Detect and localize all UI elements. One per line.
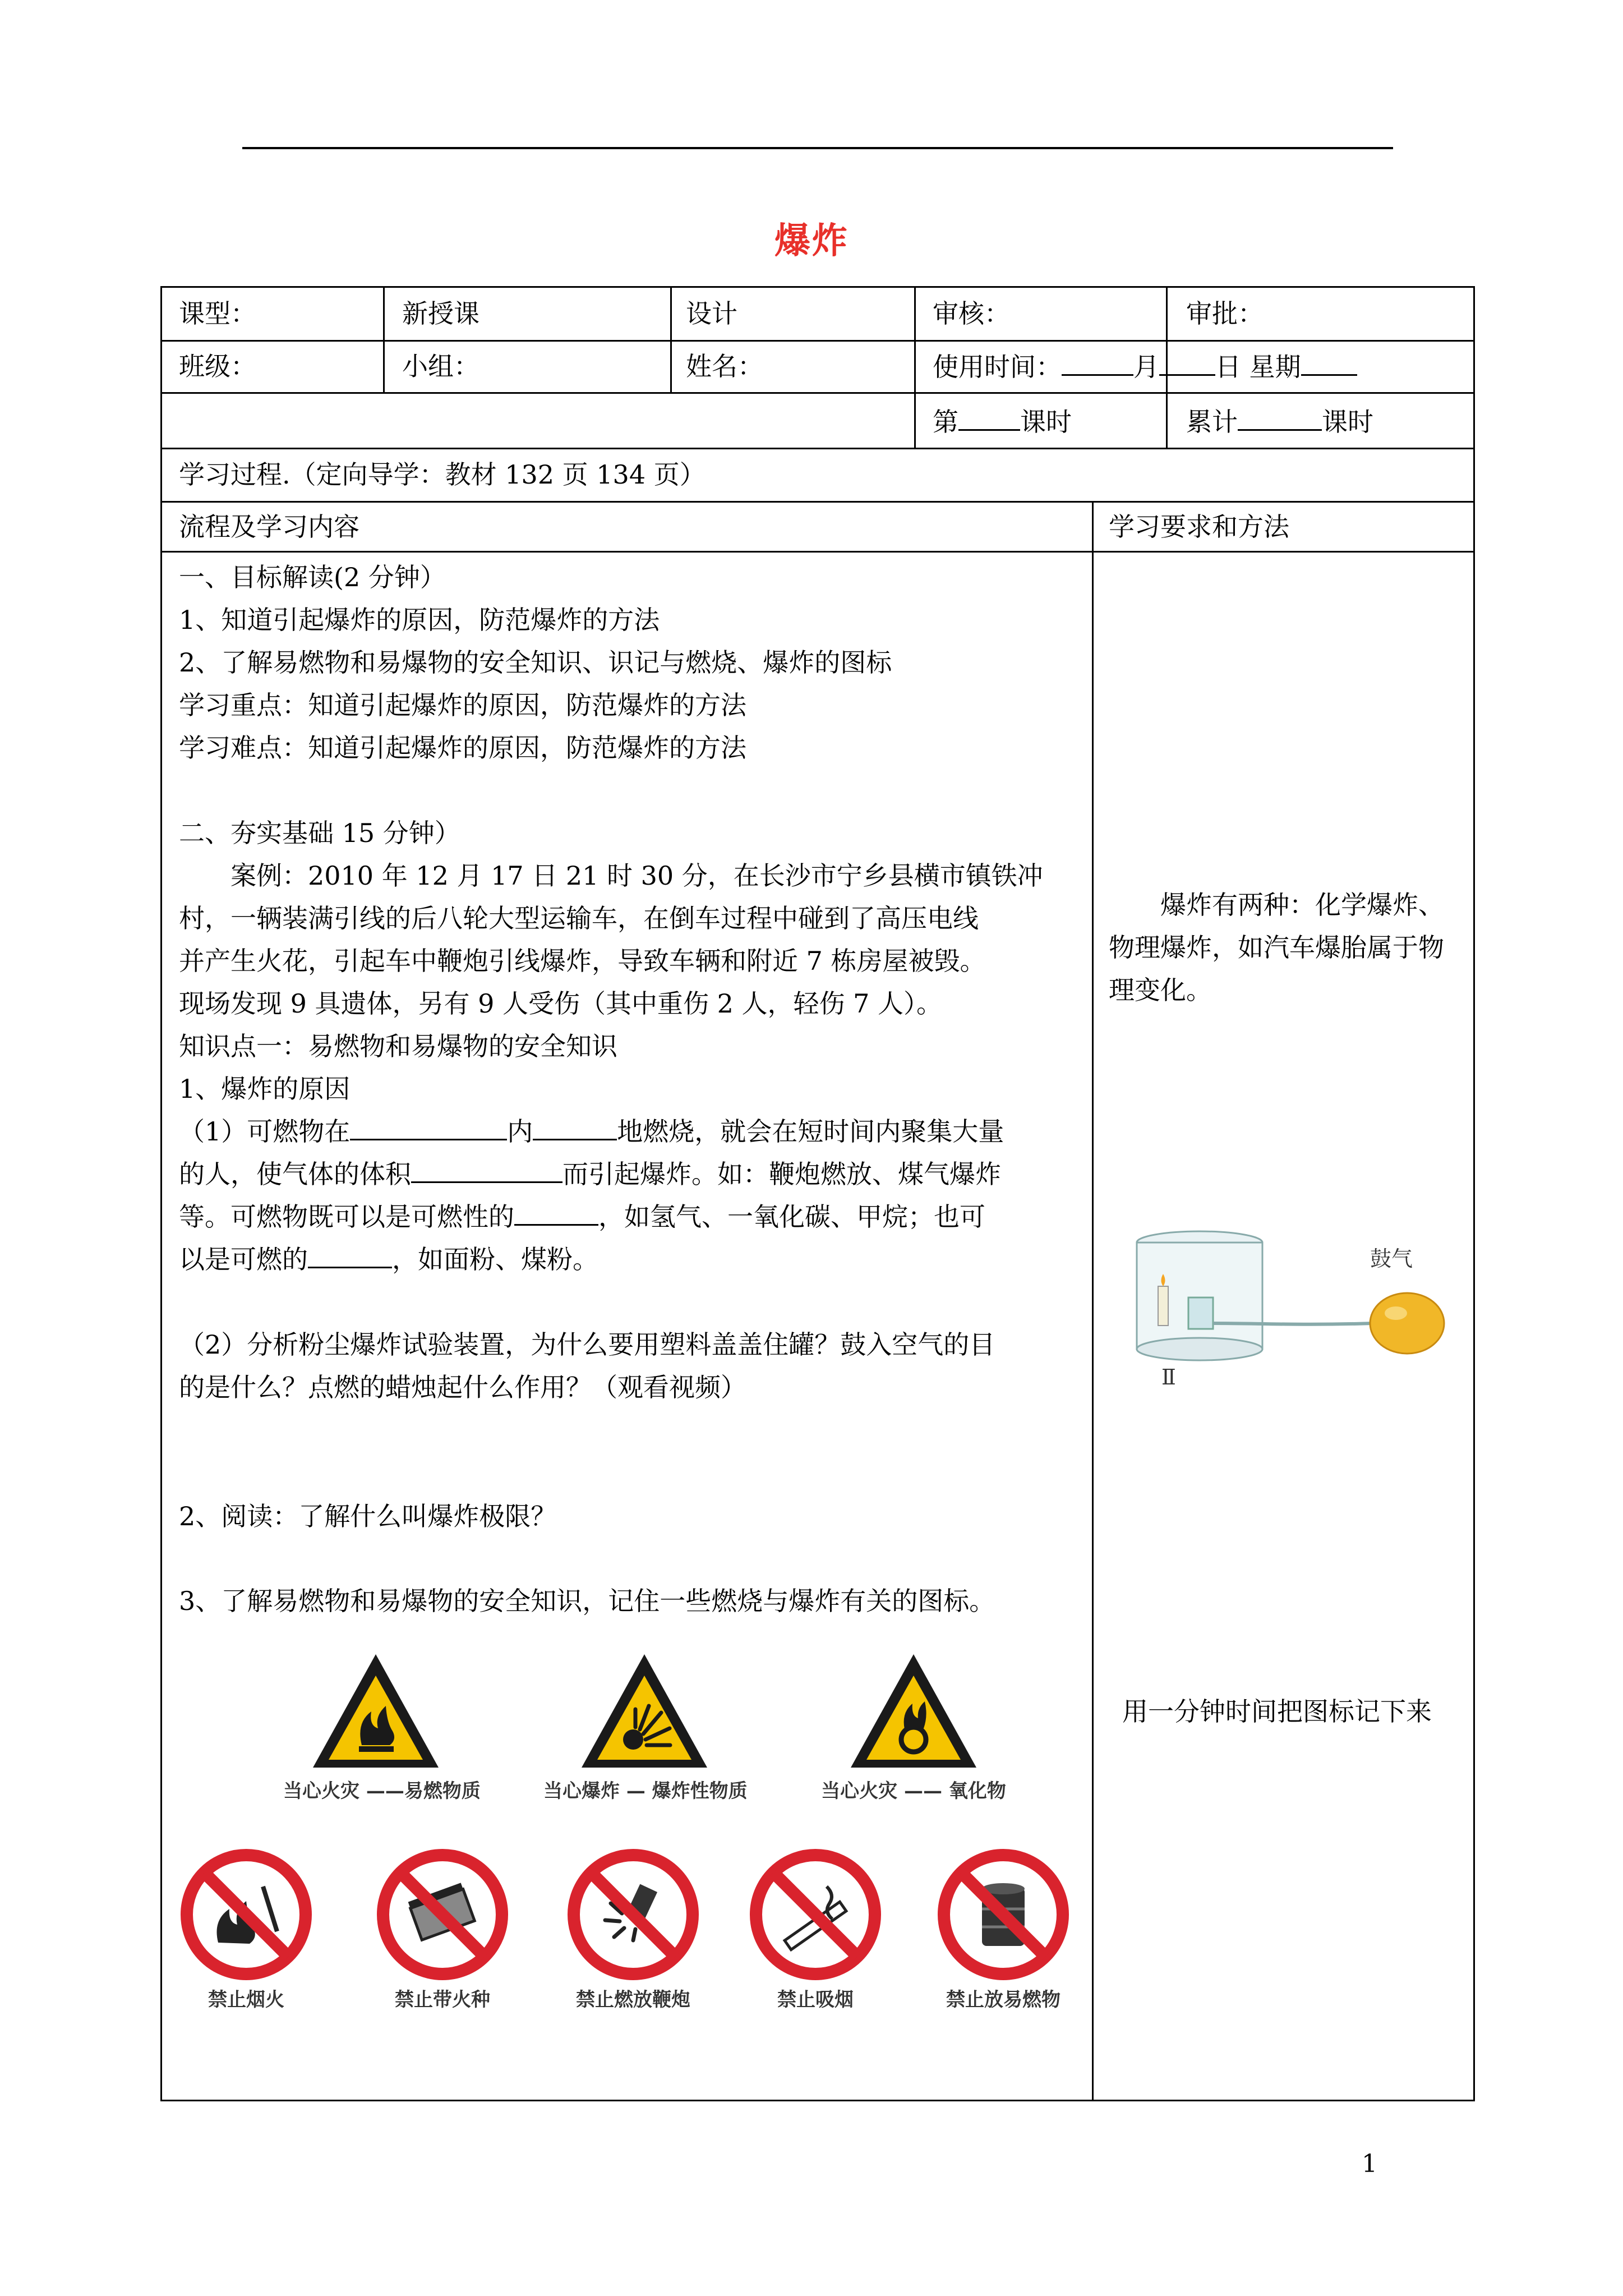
side-note-explosion-types: 爆炸有两种：化学爆炸、物理爆炸，如汽车爆胎属于物理变化。 (1109, 890, 1444, 1005)
warning-sign-explosive (543, 1650, 748, 1803)
prohibit-sign-kindling (364, 1847, 521, 2012)
no-flammables-icon (936, 1847, 1071, 1982)
col-divider (383, 288, 385, 392)
section1-title: 一、目标解读(2 分钟） (179, 562, 446, 592)
key-point: 学习重点：知道引起爆炸的原因，防范爆炸的方法 (179, 690, 746, 720)
blank-field[interactable] (1062, 349, 1133, 376)
question-2-line: （2）分析粉尘爆炸试验装置，为什么要用塑料盖盖住罐？鼓入空气的目 (179, 1329, 995, 1360)
difficult-point: 学习难点：知道引起爆炸的原因，防范爆炸的方法 (179, 733, 746, 763)
blank-field[interactable] (958, 404, 1020, 431)
column-right-header: 学习要求和方法 (1109, 512, 1289, 542)
no-smoking-icon (748, 1847, 883, 1982)
explosion-causes: 1、爆炸的原因 (179, 1074, 351, 1104)
question-2-line: 的是什么？点燃的蜡烛起什么作用？（观看视频） (179, 1372, 746, 1402)
approve-label: 审批： (1186, 298, 1264, 329)
review-label: 审核： (933, 298, 1010, 329)
prohibit-sign-firecrackers (549, 1847, 717, 2012)
explosive-warning-icon (577, 1650, 712, 1773)
goal-2: 2、了解易燃物和易爆物的安全知识、识记与燃烧、爆炸的图标 (179, 647, 892, 678)
blank-field[interactable] (1159, 349, 1215, 376)
no-kindling-icon (375, 1847, 510, 1982)
row-divider (162, 551, 1473, 553)
name-label: 姓名： (686, 351, 763, 381)
case-line: 并产生火花，引起车中鞭炮引线爆炸，导致车辆和附近 7 栋房屋被毁。 (179, 946, 986, 976)
blank-field[interactable] (1301, 349, 1357, 376)
oxidizer-warning-icon (846, 1650, 981, 1773)
blank-field[interactable] (350, 1114, 507, 1140)
question-1-line: （1）可燃物在 内 地燃烧，就会在短时间内聚集大量 (179, 1110, 1004, 1153)
goal-1: 1、知道引起爆炸的原因，防范爆炸的方法 (179, 605, 660, 635)
row-divider (162, 448, 1473, 449)
cumulative-field: 累计 课时 (1186, 404, 1373, 439)
page-title: 爆炸 (774, 220, 849, 262)
row-divider (162, 392, 1473, 394)
case-line: 现场发现 9 具遗体，另有 9 人受伤（其中重伤 2 人，轻伤 7 人）。 (179, 988, 943, 1019)
warning-sign-flammable (283, 1650, 481, 1803)
no-firecrackers-icon (566, 1847, 700, 1982)
lesson-table (160, 286, 1475, 2101)
prohibit-sign-flammables (914, 1847, 1093, 2012)
case-line: 村，一辆装满引线的后八轮大型运输车，在倒车过程中碰到了高压电线 (179, 903, 979, 933)
apparatus-number: Ⅱ (1161, 1365, 1176, 1389)
column-left-header: 流程及学习内容 (179, 512, 359, 542)
sign-label: 禁止燃放鞭炮 (576, 1989, 690, 2011)
sign-label: 禁止烟火 (208, 1989, 284, 2011)
reading-task: 2、阅读：了解什么叫爆炸极限？ (179, 1501, 557, 1531)
question-1-line: 以是可燃的 ，如面粉、煤粉。 (179, 1238, 598, 1281)
col-divider (914, 288, 916, 448)
learning-process: 学习过程.（定向导学：教材 132 页 134 页） (179, 459, 706, 490)
blank-field[interactable] (533, 1114, 617, 1140)
sign-label: 当心火灾 —— 氧化物 (821, 1780, 1006, 1802)
use-time: 使用时间： 月 日 星期 (933, 349, 1357, 384)
col-divider (670, 288, 672, 392)
row-divider (162, 501, 1473, 503)
sign-label: 禁止吸烟 (777, 1989, 854, 2011)
warning-sign-oxidizer (818, 1650, 1009, 1803)
sign-label: 禁止放易燃物 (946, 1989, 1061, 2011)
group-label: 小组： (402, 351, 479, 381)
prohibit-sign-fire (173, 1847, 319, 2012)
question-1-line: 等。可燃物既可以是可燃性的 ，如氢气、一氧化碳、甲烷；也可 (179, 1195, 985, 1238)
page-number: 1 (1362, 2150, 1377, 2178)
knowledge-point-1: 知识点一：易燃物和易爆物的安全知识 (179, 1031, 617, 1061)
blank-field[interactable] (308, 1242, 392, 1268)
sign-label: 当心爆炸 — 爆炸性物质 (543, 1780, 748, 1802)
blank-field[interactable] (1238, 404, 1322, 431)
design-label: 设计 (686, 298, 737, 329)
safety-task: 3、了解易燃物和易爆物的安全知识，记住一些燃烧与爆炸有关的图标。 (179, 1586, 995, 1616)
side-note-memorize: 用一分钟时间把图标记下来 (1122, 1696, 1432, 1727)
period-field: 第 课时 (933, 404, 1072, 439)
section2-title: 二、夯实基础 15 分钟） (179, 818, 460, 848)
lesson-type-value: 新授课 (402, 298, 479, 329)
sign-label: 当心火灾 ——易燃物质 (283, 1780, 481, 1802)
apparatus-label-blow: 鼓气 (1370, 1246, 1413, 1271)
header-rule (242, 147, 1393, 149)
row-divider (162, 340, 1473, 342)
sign-label: 禁止带火种 (395, 1989, 490, 2011)
flammable-warning-icon (308, 1650, 443, 1773)
blank-field[interactable] (514, 1199, 598, 1226)
prohibit-sign-smoking (740, 1847, 891, 2012)
class-label: 班级： (179, 351, 256, 381)
no-fire-icon (179, 1847, 313, 1982)
blank-field[interactable] (411, 1157, 562, 1183)
case-line: 案例：2010 年 12 月 17 日 21 时 30 分，在长沙市宁乡县横市镇铁冲 (230, 861, 1043, 891)
question-1-line: 的人，使气体的体积 而引起爆炸。如：鞭炮燃放、煤气爆炸 (179, 1153, 1001, 1195)
lesson-type-label: 课型： (179, 298, 256, 329)
